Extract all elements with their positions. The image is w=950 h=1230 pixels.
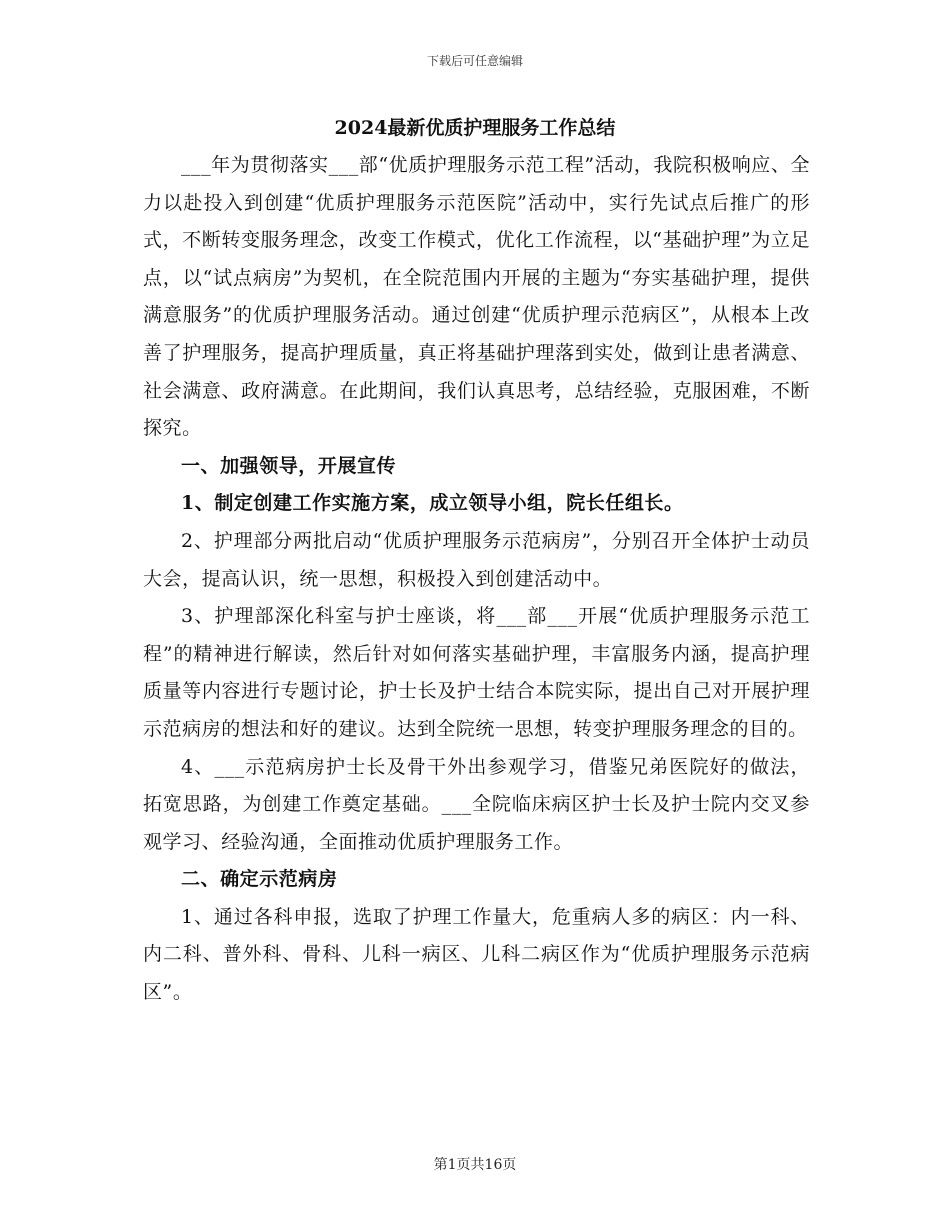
section-heading-1: 一、加强领导，开展宣传 <box>181 454 397 477</box>
section-1-item-2: 2、护理部分两批启动“优质护理服务示范病房”，分别召开全体护士动员大会，提高认识，统一思想，积极投入到创建活动中。 <box>143 529 810 590</box>
section-2-item-1: 1、通过各科申报，选取了护理工作量大，危重病人多的病区：内一科、内二科、普外科、骨科、儿科一病区、儿科二病区作为“优质护理服务示范病区”。 <box>143 905 810 1004</box>
page-header-note: 下载后可任意编辑 <box>426 54 523 68</box>
section-1-item-1: 1、制定创建工作实施方案，成立领导小组，院长任组长。 <box>181 492 684 515</box>
section-1-item-4: 4、___示范病房护士长及骨干外出参观学习，借鉴兄弟医院好的做法，拓宽思路，为创建工作奠定基础。___全院临床病区护士长及护士院内交叉参观学习、经验沟通，全面推动优质护理服务工作。 <box>143 755 810 853</box>
page-number-footer: 第1页共16页 <box>433 1157 517 1173</box>
section-heading-2: 二、确定示范病房 <box>181 868 338 891</box>
section-1-item-3: 3、护理部深化科室与护士座谈，将___部___开展“优质护理服务示范工程”的精神进行解读，然后针对如何落实基础护理，丰富服务内涵，提高护理质量等内容进行专题讨论，护士长及护士结合本院实际，提出自己对开展护理示范病房的想法和好的建议。达到全院统一思想，转变护理服务理念的目的。 <box>143 605 810 740</box>
document-body <box>143 147 810 1012</box>
intro-paragraph: ___年为贯彻落实___部“优质护理服务示范工程”活动，我院积极响应、全力以赴投入到创建“优质护理服务示范医院”活动中，实行先试点后推广的形式，不断转变服务理念，改变工作模式，优化工作流程，以“基础护理”为立足点，以“试点病房”为契机，在全院范围内开展的主题为“夯实基础护理，提供满意服务”的优质护理服务活动。通过创建“优质护理示范病区”，从根本上改善了护理服务，提高护理质量，真正将基础护理落到实处，做到让患者满意、社会满意、政府满意。在此期间，我们认真思考，总结经验，克服困难，不断探究。 <box>143 154 810 440</box>
document-title: 2024最新优质护理服务工作总结 <box>334 117 616 139</box>
